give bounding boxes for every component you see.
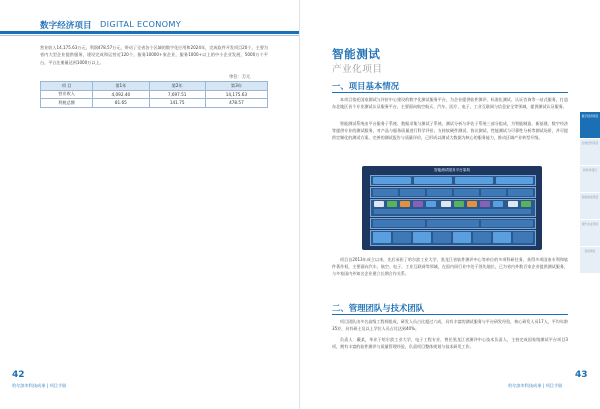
paragraph-after-diagram: 项目自2013年成立以来，先后承担了哈尔滨工业大学、黑龙江省软件测评中心等单位的多项科研任务，获得多项国家专利和软件著作权，主要面向汽车、航空、电子、工业互联网等领域，在国内同行业中处于领先地位，已为省内外数百家企业提供测试服务，与多家国内外知名企业建立长期合作关系。	[332, 257, 568, 277]
footer-text-left: 哈尔滨市科技成果 | 项目手册	[12, 383, 67, 388]
section-header	[0, 18, 300, 32]
section1-paragraph-1: 本项目依托国家测试与评价中心建设的数字化测试服务平台，为企业提供软件测评、标准化测试、认证咨询等一站式服务，打造东北地区首个专业测试认证服务平台，主要面向航空航天、汽车、医疗、电子、工业互联网与信息安全等领域，提供测试认证服务。	[332, 97, 568, 110]
diagram-layer	[370, 187, 536, 198]
chapter-tab-equipment[interactable]	[580, 193, 600, 219]
table-row	[41, 99, 268, 108]
chapter-tab-label: 数字经济项目	[581, 114, 599, 118]
section2-paragraph-2: 负责人：戴某，毕业于哈尔滨工业大学，电子工程专业，曾任黑龙江省测评中心技术负责人，主持完成国家级测试平台项目3项，拥有丰富的软件测评与质量管理经验，负责项目整体规划与技术研发工作。	[332, 337, 568, 350]
diagram-layer	[370, 230, 536, 246]
revenue-table	[40, 81, 268, 108]
header-rule	[0, 31, 300, 34]
table-cell: 478.57	[205, 99, 267, 108]
chapter-tab-digital-economy[interactable]	[580, 112, 600, 138]
table-header-cell: 第2年	[149, 82, 205, 91]
chapter-tab-agriculture[interactable]	[580, 220, 600, 246]
section-header-cn: 数字经济项目	[40, 21, 92, 31]
chapter-tab-label: 现代农业项目	[581, 222, 599, 226]
table-header-cell: 第1年	[93, 82, 149, 91]
unit-label: 单位：万元	[229, 75, 251, 80]
header-rule-thin	[0, 35, 300, 36]
chapter-tab-label: 其他项目	[584, 249, 596, 253]
table-cell: 81.65	[93, 99, 149, 108]
section-rule	[332, 92, 568, 93]
project-title: 智能测试	[332, 47, 381, 61]
section-rule	[332, 314, 568, 315]
table-header-cell: 第3年	[205, 82, 267, 91]
diagram-title: 智能测试服务平台架构	[434, 168, 470, 172]
footer-text-right: 哈尔滨市科技成果 | 项目手册	[508, 383, 563, 388]
table-cell: 利税总额	[41, 99, 93, 108]
diagram-layer	[370, 218, 536, 229]
page-number-left: 42	[12, 370, 25, 380]
chapter-tab-other[interactable]	[580, 247, 600, 273]
table-cell: 4,092.40	[93, 90, 149, 99]
chapter-tab-new-materials[interactable]	[580, 166, 600, 192]
section-heading-team: 二、管理团队与技术团队	[332, 303, 425, 313]
project-subtitle: 产业化项目	[332, 64, 383, 75]
page-number-right: 43	[575, 370, 588, 380]
table-cell: 141.75	[149, 99, 205, 108]
table-cell: 7,697.51	[149, 90, 205, 99]
table-cell: 营业收入	[41, 90, 93, 99]
diagram-layer	[370, 175, 536, 186]
table-header-row	[41, 82, 268, 91]
table-header-cell: 项 目	[41, 82, 93, 91]
chapter-tabs	[580, 112, 600, 274]
section2-paragraph-1: 项目团队由多名高级工程师组成，研发人员占比超过六成，具有丰富的测试服务与平台研发经验，核心研发人员17人，平均年龄35岁，具有硕士及以上学位人员占比达到40%。	[332, 319, 568, 332]
chapter-tab-label: 高端装备项目	[581, 195, 599, 199]
section1-paragraph-2: 智能测试系统由平台服务子系统、数据采集与测试子系统、测试分析与评估子系统三部分组成，为智能制造、新基建、数字经济等提供专业的测试服务，对产品与服务质量进行科学评价。支持软硬件测试、协议测试、性能测试与可靠性分析等测试场景，并可提供定制化的测试方案、完善的测试报告与质量评价，已形成以测试大数据为核心的服务能力，推动区域产业转型升级。	[332, 121, 568, 141]
chapter-tab-label: 生物医药项目	[581, 141, 599, 145]
table-cell: 14,175.63	[205, 90, 267, 99]
chapter-tab-label: 新材料项目	[583, 168, 597, 172]
section-heading-basic-info: 一、项目基本情况	[332, 81, 399, 91]
left-paragraph: 营业收入14,175.63万元，利润478.57万元，带动了全省各个区域的数字化应用和2024年，完成软件开发项目20个，主要为省内大型企业提供服务，建设完成和运营近120个，服务10000+家企业，服务1000+以上的中小企业发展，5000万个平台，平台注册量达到1000万以上。	[40, 45, 268, 65]
chapter-tab-biomedicine[interactable]	[580, 139, 600, 165]
table-row	[41, 90, 268, 99]
right-page	[300, 0, 600, 409]
section-header-en: DIGITAL ECONOMY	[100, 19, 182, 29]
platform-architecture-diagram	[362, 166, 542, 250]
diagram-layer	[370, 199, 536, 217]
